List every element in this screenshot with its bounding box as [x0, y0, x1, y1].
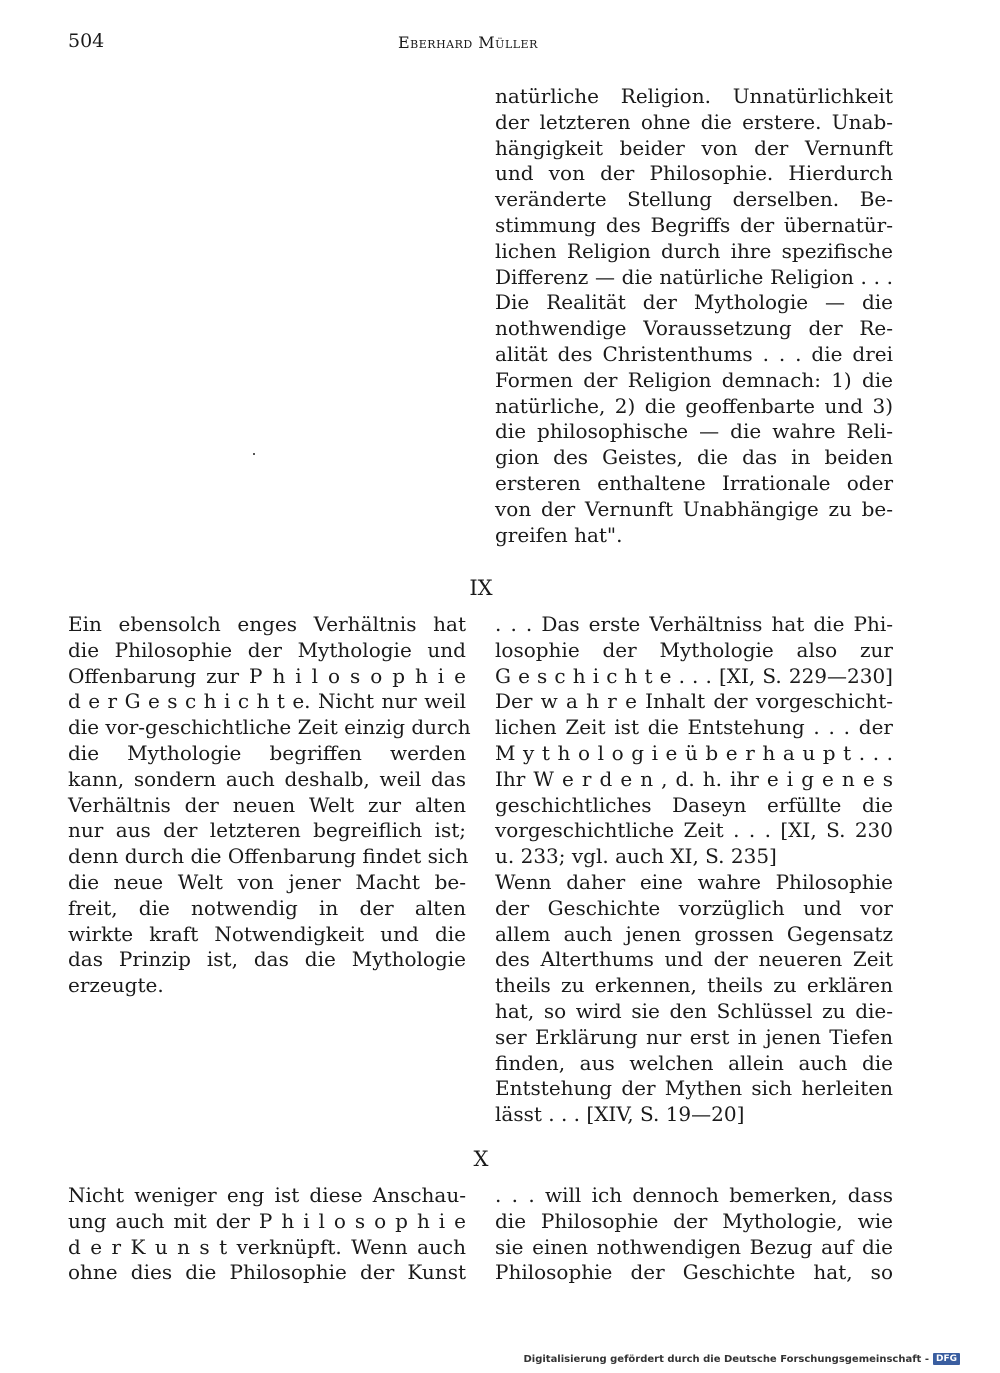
text-line: nur aus der letzteren begreiflich ist;	[68, 818, 466, 843]
text-line: freit, die notwendig in der alten	[68, 895, 466, 920]
text-line: Die Realität der Mythologie — die	[495, 290, 893, 315]
text-line: die Philosophie der Mythologie, wie	[495, 1208, 893, 1233]
running-header-author: Eberhard Müller	[398, 33, 538, 52]
text-line: lichen Religion durch ihre spezifische	[495, 238, 893, 263]
text-line: Formen der Religion demnach: 1) die	[495, 367, 893, 392]
text-line: von der Vernunft Unabhängige zu be-	[495, 496, 893, 521]
text-line: Offenbarung zur P h i l o s o p h i e	[68, 663, 466, 688]
text-line: finden, aus welchen allein auch die	[495, 1050, 893, 1075]
text-line: Entstehung der Mythen sich herleiten	[495, 1076, 893, 1101]
section-x-numeral: X	[473, 1147, 489, 1171]
text-line: Nicht weniger eng ist diese Anschau-	[68, 1183, 466, 1207]
text-line: stimmung des Begriffs der übernatür-	[495, 212, 893, 237]
text-line: Wenn daher eine wahre Philosophie	[495, 869, 893, 894]
text-line: theils zu erkennen, theils zu erklären	[495, 973, 893, 998]
text-line: . . . will ich dennoch bemerken, dass	[495, 1183, 893, 1207]
dfg-logo: DFG	[933, 1353, 960, 1365]
text-line: Ein ebensolch enges Verhältnis hat	[68, 612, 466, 636]
digitization-footer	[523, 1353, 960, 1365]
text-line: die vor-geschichtliche Zeit einzig durch	[68, 715, 471, 740]
text-line: die Philosophie der Mythologie und	[68, 637, 466, 662]
text-line: die philosophische — die wahre Reli-	[495, 419, 893, 444]
text-line: wirkte kraft Notwendigkeit und die	[68, 921, 466, 946]
text-line: Philosophie der Geschichte hat, so	[495, 1260, 893, 1285]
text-line: erzeugte.	[68, 973, 164, 998]
text-line: die neue Welt von jener Macht be-	[68, 869, 466, 894]
text-line: hat, so wird sie den Schlüssel zu die-	[495, 998, 893, 1023]
section-x-left-column	[68, 1183, 466, 1286]
text-line: . . . Das erste Verhältniss hat die Phi-	[495, 612, 893, 636]
text-line: und von der Philosophie. Hierdurch	[495, 161, 893, 186]
text-line: nothwendige Voraussetzung der Re-	[495, 316, 893, 341]
section-x-right-column	[495, 1183, 893, 1286]
text-line: die Mythologie begriffen werden	[68, 740, 466, 765]
text-line: der letzteren ohne die erstere. Unab-	[495, 109, 893, 134]
text-line: vorgeschichtliche Zeit . . . [XI, S. 230	[495, 818, 893, 843]
text-line: greifen hat".	[495, 522, 623, 547]
text-line: allem auch jenen grossen Gegensatz	[495, 921, 893, 946]
page-number: 504	[68, 30, 105, 52]
top-right-quote-block	[495, 84, 893, 548]
text-line: veränderte Stellung derselben. Be-	[495, 187, 893, 212]
scan-speck	[253, 453, 255, 455]
text-line: u. 233; vgl. auch XI, S. 235]	[495, 844, 777, 869]
text-line: natürliche, 2) die geoffenbarte und 3)	[495, 393, 893, 418]
text-line: der Geschichte vorzüglich und vor	[495, 895, 893, 920]
section-ix-right-column	[495, 612, 893, 1128]
text-line: denn durch die Offenbarung findet sich	[68, 844, 469, 869]
text-line: hängigkeit beider von der Vernunft	[495, 135, 893, 160]
text-line: des Alterthums und der neueren Zeit	[495, 947, 893, 972]
text-line: Ihr W e r d e n , d. h. ihr e i g e n e s	[495, 766, 893, 791]
text-line: losophie der Mythologie also zur	[495, 637, 893, 662]
text-line: M y t h o l o g i e ü b e r h a u p t . . .	[495, 740, 893, 765]
text-line: lichen Zeit ist die Entstehung . . . der	[495, 715, 893, 740]
text-line: ohne dies die Philosophie der Kunst	[68, 1260, 466, 1285]
section-ix-numeral: IX	[469, 576, 493, 600]
text-line: sie einen nothwendigen Bezug auf die	[495, 1234, 893, 1259]
text-line: Verhältnis der neuen Welt zur alten	[68, 792, 466, 817]
text-line: alität des Christenthums . . . die drei	[495, 341, 893, 366]
text-line: geschichtliches Daseyn erfüllte die	[495, 792, 893, 817]
text-line: kann, sondern auch deshalb, weil das	[68, 766, 466, 791]
text-line: Der w a h r e Inhalt der vorgeschicht-	[495, 689, 893, 714]
footer-credit-text: Digitalisierung gefördert durch die Deutsche Forschungsgemeinschaft -	[523, 1353, 929, 1365]
text-line: natürliche Religion. Unnatürlichkeit	[495, 84, 893, 108]
text-line: ser Erklärung nur erst in jenen Tiefen	[495, 1024, 893, 1049]
text-line: lässt . . . [XIV, S. 19—20]	[495, 1102, 745, 1127]
text-line: G e s c h i c h t e . . . [XI, S. 229—230]	[495, 663, 893, 688]
text-line: ung auch mit der P h i l o s o p h i e	[68, 1208, 466, 1233]
text-line: das Prinzip ist, das die Mythologie	[68, 947, 466, 972]
text-line: Differenz — die natürliche Religion . . .	[495, 264, 893, 289]
section-ix-left-column	[68, 612, 471, 999]
text-line: d e r K u n s t verknüpft. Wenn auch	[68, 1234, 466, 1259]
text-line: gion des Geistes, die das in beiden	[495, 445, 893, 470]
text-line: ersteren enthaltene Irrationale oder	[495, 470, 893, 495]
text-line: d e r G e s c h i c h t e. Nicht nur weil	[68, 689, 466, 714]
